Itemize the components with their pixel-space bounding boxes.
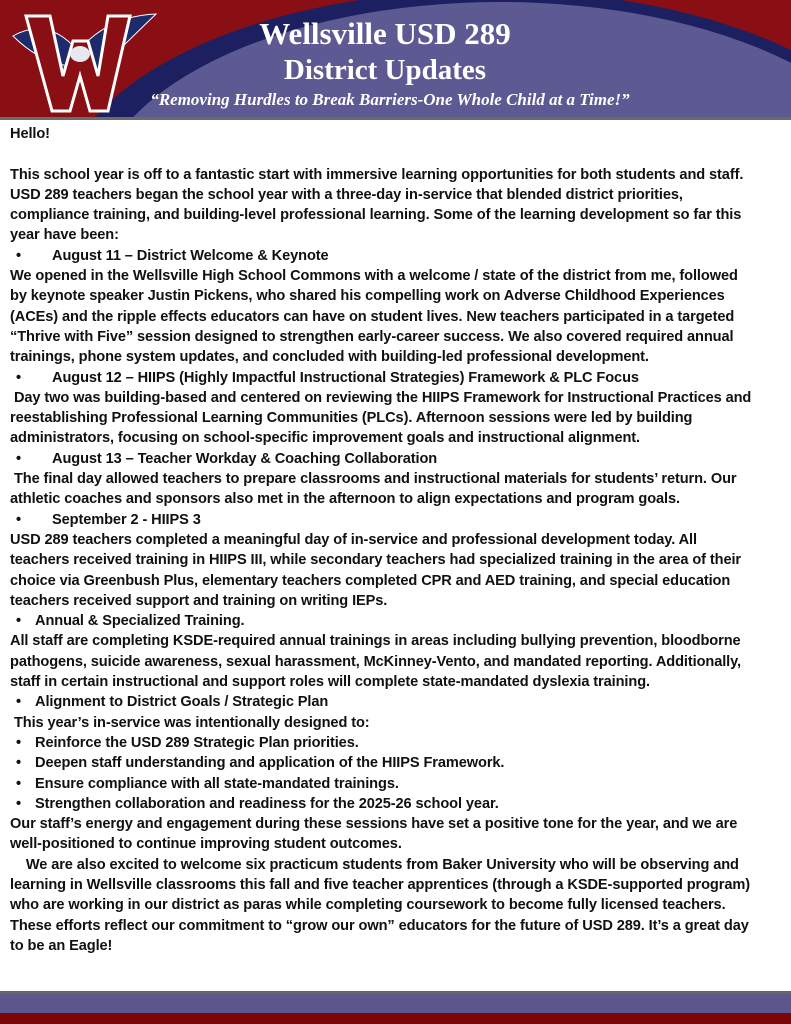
bullet-icon: •: [16, 450, 22, 467]
body-text-line: [10, 571, 790, 591]
bullet-item: [10, 368, 790, 388]
line-text: August 12 – HIIPS (Highly Impactful Instructional Strategies) Framework & PLC Focus: [52, 369, 639, 386]
line-text: staff in certain instructional and support roles will complete state-mandated dyslexia training.: [10, 674, 650, 691]
line-text: by keynote speaker Justin Pickens, who shared his compelling work on Adverse Childhood Experiences: [10, 288, 725, 305]
body-text-line: [10, 327, 790, 347]
line-text: Deepen staff understanding and application of the HIIPS Framework.: [35, 755, 505, 772]
bullet-item: [10, 510, 790, 530]
body-text-line: [10, 347, 790, 367]
body-text-line: [10, 388, 790, 408]
line-text: well-positioned to continue improving student outcomes.: [10, 836, 402, 853]
bullet-item: [10, 246, 790, 266]
bullet-item: [10, 753, 790, 773]
bullet-item: [10, 733, 790, 753]
body-text-line: [10, 205, 790, 225]
line-text: pathogens, suicide awareness, sexual harassment, McKinney-Vento, and mandated reporting. Additionally,: [10, 653, 742, 670]
bullet-icon: •: [16, 734, 22, 751]
body-text-line: [10, 489, 790, 509]
blank-line: [10, 144, 790, 164]
line-text: This year’s in-service was intentionally designed to:: [10, 714, 370, 731]
bullet-icon: •: [16, 369, 22, 386]
bullet-item: [10, 794, 790, 814]
line-text: “Thrive with Five” session designed to strengthen early-career success. We also covered required annual: [10, 328, 734, 345]
line-text: learning in Wellsville classrooms this fall and five teacher apprentices (through a KSDE-supported program): [10, 876, 750, 893]
body-text-line: [10, 895, 790, 915]
line-text: USD 289 teachers began the school year with a three-day in-service that blended district priorities,: [10, 186, 683, 203]
line-text: teachers received training in HIIPS III, while secondary teachers had specialized training in the area of their: [10, 552, 741, 569]
line-text: USD 289 teachers completed a meaningful day of in-service and professional development today. All: [10, 531, 697, 548]
bullet-item: [10, 692, 790, 712]
line-text: who are working in our district as paras while completing coursework to become fully licensed teachers.: [10, 897, 726, 914]
body-text-line: [10, 469, 790, 489]
body-text-line: [10, 266, 790, 286]
line-text: Annual & Specialized Training.: [35, 613, 245, 630]
line-text: administrators, focusing on school-specific improvement goals and instructional alignment.: [10, 430, 640, 447]
bullet-icon: •: [16, 694, 22, 711]
newsletter-header: [0, 0, 791, 120]
header-subtitle: District Updates: [283, 54, 487, 86]
body-text-line: [10, 591, 790, 611]
newsletter-body: [10, 124, 790, 956]
line-text: Hello!: [10, 126, 50, 142]
body-text-line: [10, 286, 790, 306]
line-text: August 13 – Teacher Workday & Coaching Collaboration: [52, 450, 438, 467]
header-tagline: “Removing Hurdles to Break Barriers-One Whole Child at a Time!”: [150, 90, 630, 109]
body-text-line: [10, 631, 790, 651]
body-text-line: [10, 408, 790, 428]
line-text: Our staff’s energy and engagement during these sessions have set a positive tone for the year, and we are: [10, 816, 738, 833]
bullet-item: [10, 449, 790, 469]
body-text-line: [10, 124, 790, 144]
body-text-line: [10, 428, 790, 448]
bullet-item: [10, 774, 790, 794]
line-text: Alignment to District Goals / Strategic Plan: [35, 694, 329, 711]
line-text: to be an Eagle!: [10, 937, 113, 954]
body-text-line: [10, 307, 790, 327]
bullet-icon: •: [16, 795, 22, 812]
body-text-line: [10, 225, 790, 245]
line-text: August 11 – District Welcome & Keynote: [52, 247, 329, 264]
header-title: Wellsville USD 289: [259, 16, 511, 51]
body-text-line: [10, 550, 790, 570]
bullet-icon: •: [16, 247, 22, 264]
body-text-line: [10, 165, 790, 185]
body-text-line: [10, 672, 790, 692]
line-text: compliance training, and building-level professional learning. Some of the learning development so far this: [10, 207, 742, 224]
line-text: The final day allowed teachers to prepare classrooms and instructional materials for students’ return. Our: [10, 471, 737, 488]
body-text-line: [10, 936, 790, 956]
bullet-icon: •: [16, 613, 22, 630]
body-text-line: [10, 652, 790, 672]
line-text: These efforts reflect our commitment to “grow our own” educators for the future of USD 289. It’s a great day: [10, 917, 749, 934]
line-text: choice via Greenbush Plus, elementary teachers completed CPR and AED training, and special education: [10, 572, 731, 589]
footer-band: [0, 991, 791, 1024]
body-text-line: [10, 916, 790, 936]
bullet-icon: •: [16, 511, 22, 528]
line-text: Ensure compliance with all state-mandated trainings.: [35, 775, 399, 792]
footer-purple-stripe: [0, 994, 791, 1013]
line-text: Reinforce the USD 289 Strategic Plan priorities.: [35, 734, 359, 751]
line-text: We are also excited to welcome six practicum students from Baker University who will be observing and: [10, 856, 739, 873]
body-text-line: [10, 530, 790, 550]
line-text: trainings, phone system updates, and concluded with building-led professional development.: [10, 349, 649, 366]
body-text-line: [10, 814, 790, 834]
body-text-line: [10, 875, 790, 895]
line-text: All staff are completing KSDE-required annual trainings in areas including bullying prevention, bloodborne: [10, 633, 741, 650]
body-text-line: [10, 834, 790, 854]
body-text-line: [10, 713, 790, 733]
line-text: This school year is off to a fantastic start with immersive learning opportunities for both students and staff.: [10, 166, 744, 183]
line-text: We opened in the Wellsville High School Commons with a welcome / state of the district from me, followed: [10, 268, 738, 285]
line-text: September 2 - HIIPS 3: [52, 511, 201, 528]
line-text: year have been:: [10, 227, 119, 244]
line-text: reestablishing Professional Learning Communities (PLCs). Afternoon sessions were led by building: [10, 410, 693, 427]
body-text-line: [10, 185, 790, 205]
bullet-item: [10, 611, 790, 631]
line-text: (ACEs) and the ripple effects educators can have on student lives. New teachers participated in a targeted: [10, 308, 735, 325]
line-text: teachers received support and training on writing IEPs.: [10, 592, 388, 609]
body-text-line: [10, 855, 790, 875]
line-text: Strengthen collaboration and readiness for the 2025-26 school year.: [35, 795, 499, 812]
bullet-icon: •: [16, 775, 22, 792]
bullet-icon: •: [16, 755, 22, 772]
line-text: Day two was building-based and centered on reviewing the HIIPS Framework for Instructional Practices and: [10, 389, 752, 406]
footer-red-stripe: [0, 1013, 791, 1024]
line-text: athletic coaches and sponsors also met in the afternoon to align expectations and program goals.: [10, 491, 680, 508]
